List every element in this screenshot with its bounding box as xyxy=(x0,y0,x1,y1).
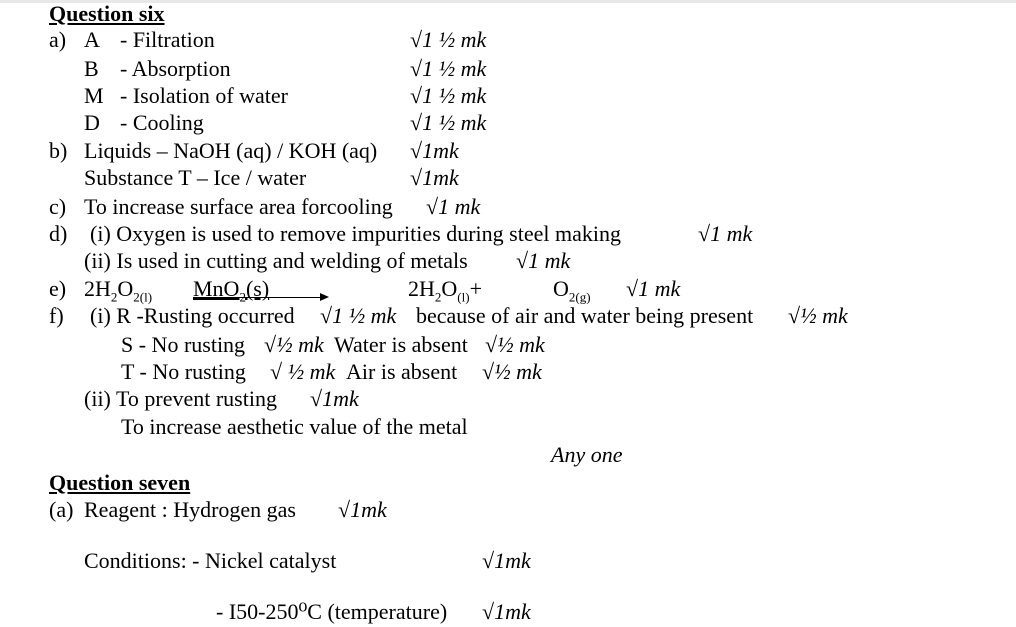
reactant-sub2: 2(l) xyxy=(133,289,153,305)
part-b-line1: Liquids – NaOH (aq) / KOH (aq) xyxy=(84,138,378,163)
part-f-t-rest: Air is absent xyxy=(346,359,458,384)
reactant-o: O xyxy=(117,276,134,301)
part-f-s: S - No rusting xyxy=(121,332,246,357)
question-seven-title: Question seven xyxy=(49,470,191,495)
part-d-i-mark: √1 mk xyxy=(698,221,753,246)
part-d-ii: (ii) Is used in cutting and welding of metals xyxy=(84,248,468,273)
product2-o: O xyxy=(553,276,569,301)
part-e-mark: √1 mk xyxy=(626,276,681,301)
part-d-ii-mark: √1 mk xyxy=(516,248,571,273)
part-b-mark1: √1mk xyxy=(410,138,459,163)
part-f-i-mark: √1 ½ mk xyxy=(320,303,397,328)
part-f-i-rest: because of air and water being present xyxy=(416,303,754,328)
part-f-ii-line2: To increase aesthetic value of the metal xyxy=(121,414,468,439)
reactant-sub1: 2 xyxy=(110,289,118,305)
product1-o: O xyxy=(441,276,458,301)
q7-reagent: Reagent : Hydrogen gas xyxy=(84,497,296,522)
product1-h: 2H xyxy=(408,276,435,301)
reaction-arrow-line xyxy=(193,297,321,298)
catalyst-mno: MnO xyxy=(193,276,240,301)
q7-temperature: - I50-250⁰C (temperature) xyxy=(216,599,448,624)
q7-temperature-mark: √1mk xyxy=(482,599,531,624)
part-f-t-mark: √ ½ mk xyxy=(270,359,336,384)
product2-state: 2(g) xyxy=(568,289,591,305)
question-six-title: Question six xyxy=(49,1,165,26)
part-d-i: (i) Oxygen is used to remove impurities during steel making xyxy=(90,221,621,246)
part-b-line2: Substance T – Ice / water xyxy=(84,165,307,190)
product1-state: (l) xyxy=(457,289,470,305)
product1-sub: 2 xyxy=(434,289,442,305)
part-b-mark2: √1mk xyxy=(410,165,459,190)
part-a-text-M: - Isolation of water xyxy=(120,83,288,108)
part-a-mark-D: √1 ½ mk xyxy=(410,110,487,135)
part-a-letter-D: D xyxy=(84,110,100,135)
q7-conditions-mark: √1mk xyxy=(482,548,531,573)
part-f-t-mark2: √½ mk xyxy=(482,359,542,384)
q7-conditions: Conditions: - Nickel catalyst xyxy=(84,548,337,573)
catalyst-state: (s) xyxy=(245,276,270,301)
part-a-mark-M: √1 ½ mk xyxy=(410,83,487,108)
part-a-text-B: - Absorption xyxy=(120,56,231,81)
part-f-t: T - No rusting xyxy=(121,359,246,384)
part-f-i: (i) R -Rusting occurred xyxy=(90,303,295,328)
part-c-text: To increase surface area forcooling xyxy=(84,194,393,219)
catalyst-sub: 2 xyxy=(239,289,246,305)
part-a-text-A: - Filtration xyxy=(120,27,215,52)
part-f-label: f) xyxy=(49,303,64,328)
part-a-text-D: - Cooling xyxy=(120,110,204,135)
part-f-i-mark2: √½ mk xyxy=(788,303,848,328)
part-c-mark: √1 mk xyxy=(426,194,481,219)
part-f-s-mark: √½ mk xyxy=(264,332,324,357)
plus-sign: + xyxy=(469,276,482,301)
part-a-mark-A: √1 ½ mk xyxy=(410,27,487,52)
reaction-arrow-head-icon xyxy=(320,293,329,301)
part-f-ii-mark: √1mk xyxy=(310,386,359,411)
part-a-mark-B: √1 ½ mk xyxy=(410,56,487,81)
q7-a-label: (a) xyxy=(49,497,74,522)
part-f-s-rest: Water is absent xyxy=(334,332,468,357)
part-a-letter-A: A xyxy=(84,27,100,52)
part-b-label: b) xyxy=(49,138,68,163)
reactant-h: 2H xyxy=(84,276,111,301)
q7-reagent-mark: √1mk xyxy=(338,497,387,522)
part-f-s-mark2: √½ mk xyxy=(485,332,545,357)
part-a-letter-B: B xyxy=(84,56,99,81)
part-f-ii: (ii) To prevent rusting xyxy=(84,386,277,411)
part-c-label: c) xyxy=(49,194,67,219)
part-e-label: e) xyxy=(49,276,67,301)
part-d-label: d) xyxy=(49,221,68,246)
part-a-letter-M: M xyxy=(84,83,104,108)
any-one-note: Any one xyxy=(551,442,623,467)
part-a-label: a) xyxy=(49,27,67,52)
